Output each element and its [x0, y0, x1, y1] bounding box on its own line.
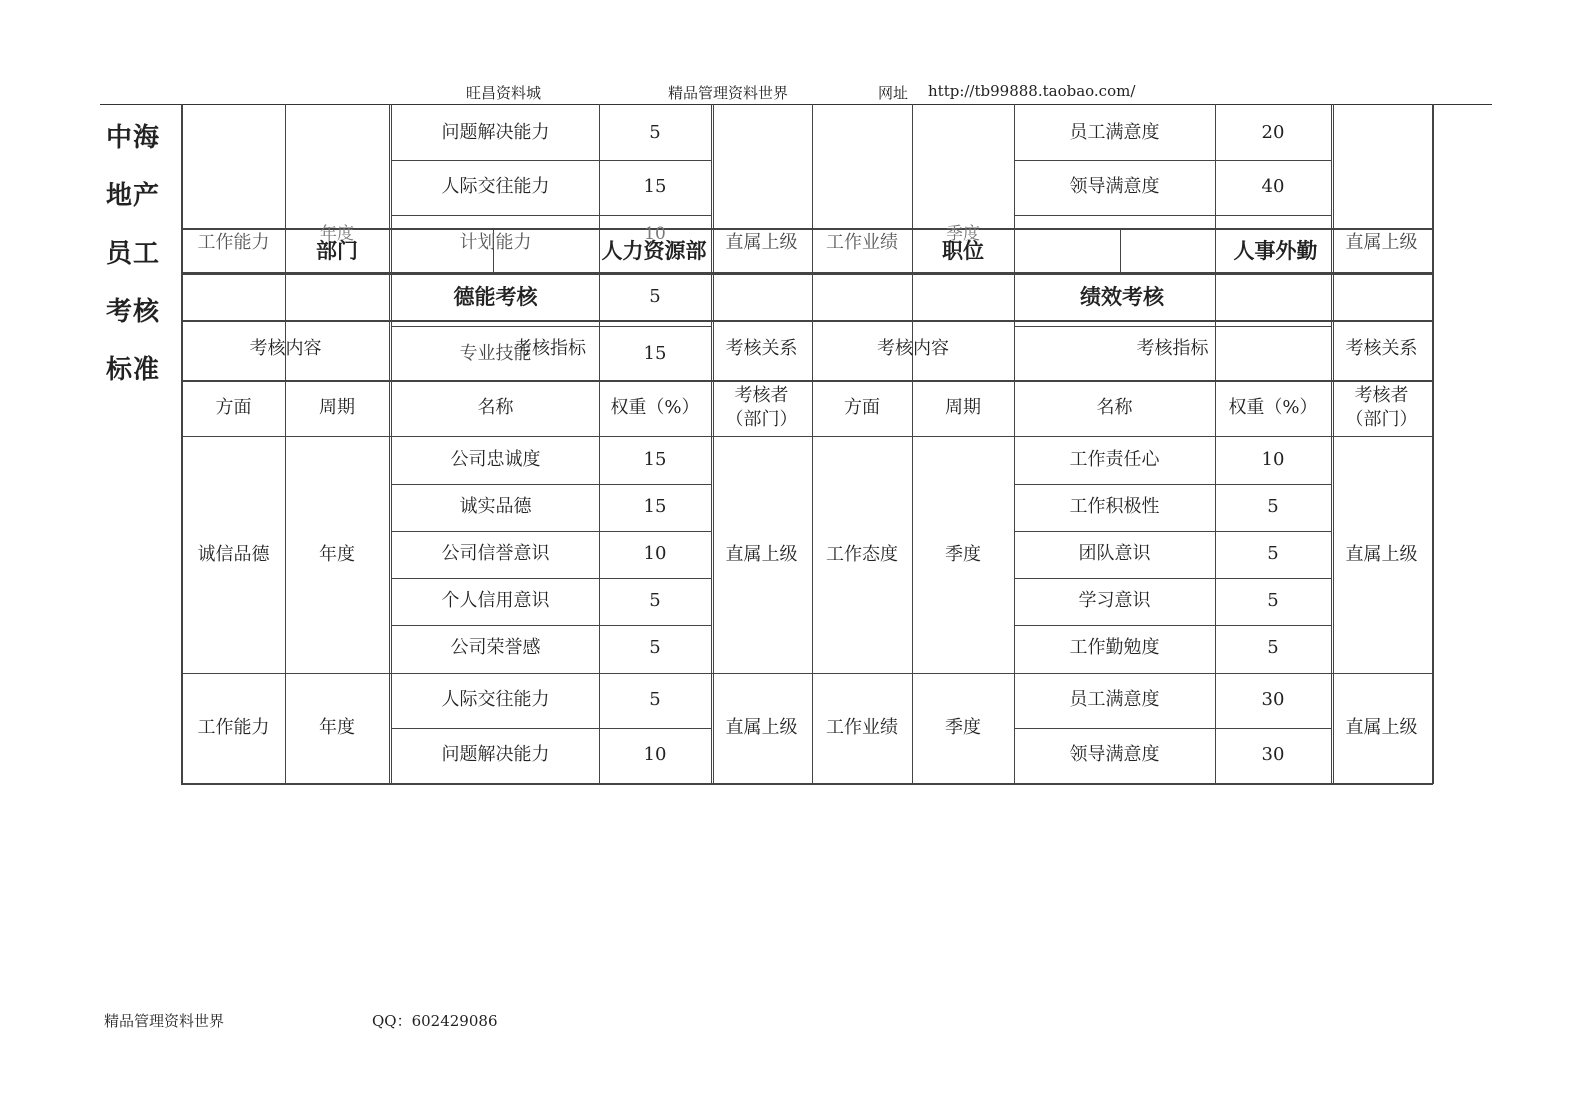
group1-right-item-name: 工作积极性 — [1069, 496, 1160, 518]
overlap-weight-2: 15 — [643, 176, 667, 198]
group1-right-period: 季度 — [945, 543, 981, 565]
overlap-right-name-2: 领导满意度 — [1069, 176, 1160, 198]
left-relation-header: 考核关系 — [725, 337, 798, 359]
overlap-name-3: 计划能力 — [459, 231, 532, 253]
overlap-period-3: 年度 — [320, 223, 354, 244]
side-title-5: 标准 — [106, 355, 161, 385]
group1-right-item-weight: 5 — [1267, 590, 1279, 612]
header-url[interactable]: http://tb99888.taobao.com/ — [928, 82, 1136, 100]
left-indicator-header: 考核指标 — [514, 337, 586, 359]
group1-left-aspect: 诚信品德 — [197, 543, 270, 565]
col-assessor-left: 考核者（部门） — [725, 384, 798, 430]
overlap-right-aspect-3: 工作业绩 — [826, 231, 898, 253]
group1-left-item-weight: 5 — [649, 590, 661, 612]
position-label: 职位 — [942, 238, 984, 263]
group1-left-item-name: 个人信用意识 — [441, 590, 550, 612]
left-content-header: 考核内容 — [249, 337, 322, 359]
group2-right-aspect: 工作业绩 — [826, 716, 898, 738]
overlap-name-2: 人际交往能力 — [441, 176, 550, 198]
col-weight-left: 权重（%） — [610, 396, 700, 418]
group1-right-item-name: 学习意识 — [1078, 590, 1151, 612]
col-aspect-right: 方面 — [844, 396, 880, 418]
overlap-assessor-3: 直属上级 — [725, 231, 798, 253]
right-content-header: 考核内容 — [877, 337, 949, 359]
overlap-right-weight-1: 20 — [1261, 121, 1285, 143]
group2-right-period: 季度 — [945, 716, 981, 738]
group1-right-item-weight: 5 — [1267, 543, 1279, 565]
col-aspect-left: 方面 — [215, 396, 252, 418]
group1-right-assessor: 直属上级 — [1345, 543, 1418, 565]
group1-right-item-weight: 5 — [1267, 637, 1279, 659]
group1-left-period: 年度 — [319, 543, 355, 565]
group1-right-item-name: 团队意识 — [1078, 543, 1151, 565]
group1-left-item-weight: 10 — [643, 543, 667, 565]
group2-left-item-name: 问题解决能力 — [441, 744, 550, 766]
group1-left-item-name: 诚实品德 — [459, 496, 532, 518]
overlap-right-name-1: 员工满意度 — [1069, 121, 1160, 143]
footer-left: 精品管理资料世界 — [104, 1012, 225, 1030]
group2-right-assessor: 直属上级 — [1345, 716, 1418, 738]
group1-right-item-weight: 10 — [1261, 449, 1285, 471]
col-period-left: 周期 — [319, 396, 355, 418]
col-weight-right: 权重（%） — [1228, 396, 1318, 418]
overlap-right-weight-2: 40 — [1261, 176, 1285, 198]
footer-qq: QQ：602429086 — [372, 1012, 498, 1030]
overlap-name-1: 问题解决能力 — [441, 121, 550, 143]
col-assessor-right: 考核者（部门） — [1345, 384, 1418, 430]
section-left-title: 德能考核 — [453, 284, 538, 309]
dept-label: 部门 — [316, 238, 358, 263]
group2-right-item-weight: 30 — [1261, 744, 1285, 766]
group2-right-item-name: 领导满意度 — [1069, 744, 1160, 766]
group1-left-item-weight: 15 — [643, 449, 667, 471]
side-title-4: 考核 — [106, 297, 161, 327]
position-value: 人事外勤 — [1233, 238, 1318, 263]
overlap-weight-5: 15 — [643, 342, 667, 364]
overlap-weight-4: 5 — [649, 285, 661, 307]
group1-right-item-name: 工作责任心 — [1069, 449, 1160, 471]
group2-left-item-weight: 5 — [649, 689, 661, 711]
group1-left-item-name: 公司忠诚度 — [450, 449, 541, 471]
group2-left-period: 年度 — [319, 716, 355, 738]
side-title-2: 地产 — [106, 181, 161, 211]
group2-left-assessor: 直属上级 — [725, 716, 798, 738]
overlap-name-5: 专业技能 — [459, 342, 532, 364]
group1-left-item-weight: 15 — [643, 496, 667, 518]
group1-left-item-name: 公司信誉意识 — [441, 543, 550, 565]
header-rule — [100, 104, 1492, 105]
header-shop: 旺昌资料城 — [466, 84, 542, 102]
group1-right-item-name: 工作勤勉度 — [1069, 637, 1160, 659]
col-name-left: 名称 — [477, 396, 514, 418]
overlap-aspect-3: 工作能力 — [197, 231, 270, 253]
group1-left-item-name: 公司荣誉感 — [450, 637, 541, 659]
right-relation-header: 考核关系 — [1345, 337, 1418, 359]
overlap-weight-1: 5 — [649, 121, 661, 143]
right-indicator-header: 考核指标 — [1136, 337, 1209, 359]
dept-value: 人力资源部 — [601, 238, 707, 263]
overlap-weight-3: 10 — [644, 223, 666, 244]
overlap-right-period-3: 季度 — [946, 223, 980, 244]
group2-left-aspect: 工作能力 — [197, 716, 270, 738]
col-period-right: 周期 — [945, 396, 981, 418]
side-title-1: 中海 — [106, 123, 161, 153]
group2-right-item-weight: 30 — [1261, 689, 1285, 711]
group2-left-item-name: 人际交往能力 — [441, 689, 550, 711]
header-slogan: 精品管理资料世界 — [668, 84, 789, 102]
col-name-right: 名称 — [1096, 396, 1133, 418]
group2-right-item-name: 员工满意度 — [1069, 689, 1160, 711]
group1-right-aspect: 工作态度 — [826, 543, 898, 565]
group2-left-item-weight: 10 — [643, 744, 667, 766]
header-url-label: 网址 — [878, 84, 909, 102]
group1-left-item-weight: 5 — [649, 637, 661, 659]
group1-left-assessor: 直属上级 — [725, 543, 798, 565]
group1-right-item-weight: 5 — [1267, 496, 1279, 518]
side-title-3: 员工 — [106, 239, 161, 269]
overlap-right-assessor-3: 直属上级 — [1345, 231, 1418, 253]
section-right-title: 绩效考核 — [1080, 284, 1164, 309]
